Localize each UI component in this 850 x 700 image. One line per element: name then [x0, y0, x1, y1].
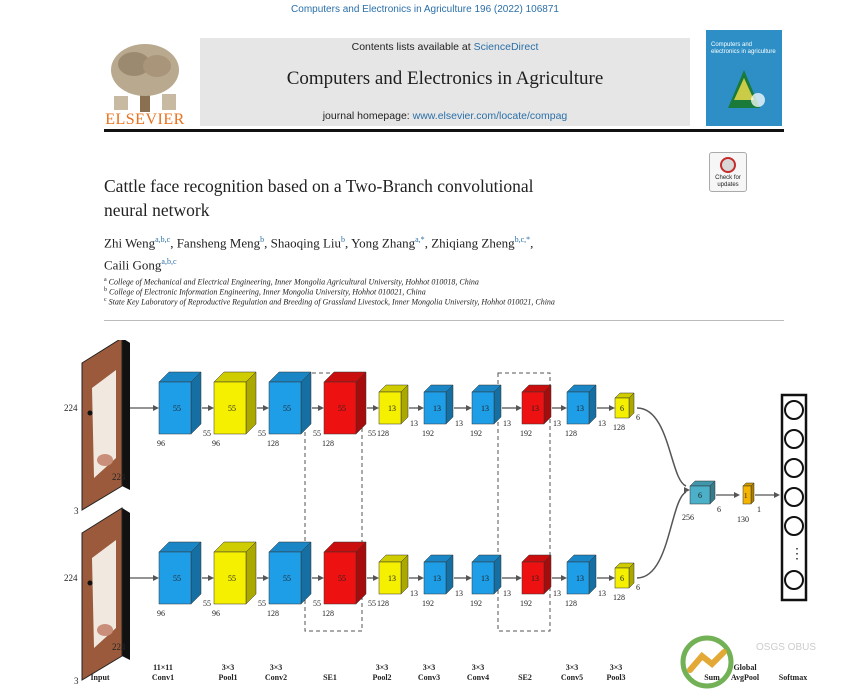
- block-channel-label: 96: [212, 439, 220, 448]
- pool-block: [615, 563, 634, 588]
- layer-kernel-label: 3×3: [565, 663, 579, 672]
- block-side-label: 55: [368, 599, 376, 608]
- block-channel-label: 128: [565, 599, 577, 608]
- fc-neuron: [785, 571, 803, 589]
- block-inner-label: 13: [481, 574, 489, 583]
- arrow-head: [263, 575, 269, 581]
- block-inner-label: 13: [433, 574, 441, 583]
- block-inner-label: 13: [576, 404, 584, 413]
- block-channel-label: 130: [737, 515, 749, 524]
- block-inner-label: 1: [744, 492, 748, 500]
- arrow-head: [466, 575, 472, 581]
- block-channel-label: 192: [520, 599, 532, 608]
- conv-block: [269, 372, 311, 434]
- block-side-label: 6: [717, 505, 721, 514]
- homepage-line: [200, 110, 690, 122]
- journal-header: [200, 38, 690, 126]
- layer-name-label: Input: [90, 673, 110, 682]
- paper-title: [104, 174, 624, 222]
- block-channel-label: 192: [520, 429, 532, 438]
- conv-block: [159, 372, 201, 434]
- header-rule: [104, 129, 784, 132]
- cover-artwork: [706, 30, 782, 126]
- layer-name-label: Pool1: [218, 673, 238, 682]
- publisher-name[interactable]: ELSEVIER: [105, 111, 185, 128]
- homepage-link[interactable]: www.elsevier.com/locate/compag: [412, 110, 568, 122]
- layer-name-label: SE1: [323, 673, 337, 682]
- block-inner-label: 13: [576, 574, 584, 583]
- layer-name-label: Pool3: [606, 673, 626, 682]
- block-side-label: 13: [455, 419, 463, 428]
- block-side-label: 13: [598, 589, 606, 598]
- arrow-head: [516, 405, 522, 411]
- input-width-label: 224: [112, 642, 126, 652]
- affiliation-text: College of Mechanical and Electrical Engineering, Inner Mongolia Agricultural University, Hohhot 010018, China: [108, 277, 479, 287]
- input-image-2: [82, 508, 130, 680]
- layer-name-label: AvgPool: [730, 673, 760, 682]
- input-channels-label: 3: [74, 676, 79, 686]
- author-separator: ,: [264, 235, 271, 251]
- block-inner-label: 6: [698, 491, 702, 500]
- fc-neuron: [785, 430, 803, 448]
- check-for-updates-button[interactable]: [709, 152, 747, 192]
- arrow-head: [561, 575, 567, 581]
- block-inner-label: 13: [433, 404, 441, 413]
- block-channel-label: 96: [157, 609, 165, 618]
- arrow-head: [318, 405, 324, 411]
- block-side-label: 13: [503, 419, 511, 428]
- arrow-head: [418, 575, 424, 581]
- block-inner-label: 13: [531, 574, 539, 583]
- homepage-prefix: journal homepage:: [322, 110, 413, 122]
- fc-neuron: [785, 459, 803, 477]
- author-name[interactable]: Zhi Weng: [104, 235, 156, 251]
- block-inner-label: 55: [173, 574, 181, 583]
- block-side-label: 13: [598, 419, 606, 428]
- block-channel-label: 128: [377, 599, 389, 608]
- author-affiliation-marks[interactable]: a,*: [415, 235, 425, 244]
- author-separator: ,: [424, 235, 432, 251]
- arrow-head: [561, 405, 567, 411]
- watermark-text: OSGS OBUS: [756, 642, 817, 653]
- block-channel-label: 192: [422, 429, 434, 438]
- layer-name-label: Conv4: [466, 673, 490, 682]
- block-channel-label: 128: [267, 439, 279, 448]
- arrow-head: [609, 575, 615, 581]
- layer-kernel-label: 3×3: [221, 663, 235, 672]
- block-side-label: 55: [258, 429, 266, 438]
- block-inner-label: 55: [283, 404, 291, 413]
- layer-name-label: SE2: [518, 673, 532, 682]
- layer-kernel-label: 3×3: [375, 663, 389, 672]
- arrow-head: [684, 487, 690, 493]
- contents-prefix: Contents lists available at: [351, 41, 474, 53]
- block-inner-label: 55: [338, 404, 346, 413]
- journal-cover-image[interactable]: [706, 30, 782, 126]
- block-channel-label: 128: [322, 609, 334, 618]
- journal-title: Computers and Electronics in Agriculture: [286, 68, 604, 89]
- arrow-head: [263, 405, 269, 411]
- author-name[interactable]: Yong Zhang: [351, 235, 416, 251]
- arrow-head: [318, 575, 324, 581]
- pool-block: [615, 393, 634, 418]
- sciencedirect-link[interactable]: ScienceDirect: [473, 41, 539, 53]
- affiliation-rule: [104, 320, 784, 321]
- block-channel-label: 128: [377, 429, 389, 438]
- contents-line: [200, 41, 690, 53]
- block-inner-label: 55: [173, 404, 181, 413]
- block-side-label: 6: [636, 413, 640, 422]
- block-inner-label: 13: [481, 404, 489, 413]
- layer-kernel-label: Global: [733, 663, 757, 672]
- affiliation-mark: b: [104, 287, 107, 293]
- arrow-head: [734, 492, 740, 498]
- block-channel-label: 96: [212, 609, 220, 618]
- layer-name-label: Softmax: [778, 673, 808, 682]
- block-side-label: 55: [203, 599, 211, 608]
- layer-name-label: Sum: [704, 673, 720, 682]
- affiliation-text: State Key Laboratory of Reproductive Regulation and Breeding of Grassland Livestock, Inner Mongolia University, Hohhot 010021, China: [108, 297, 555, 307]
- arrow-head: [774, 492, 780, 498]
- se-block: [324, 372, 366, 434]
- author-name[interactable]: Zhiqiang Zheng: [431, 235, 515, 251]
- merge-block: [690, 481, 715, 504]
- arrow-head: [516, 575, 522, 581]
- block-inner-label: 55: [228, 404, 236, 413]
- block-channel-label: 96: [157, 439, 165, 448]
- author-affiliation-marks[interactable]: b,c,*: [514, 235, 531, 244]
- conv-block: [269, 542, 311, 604]
- block-side-label: 55: [203, 429, 211, 438]
- block-inner-label: 55: [228, 574, 236, 583]
- block-channel-label: 256: [682, 513, 694, 522]
- fc-neuron: [785, 517, 803, 535]
- merge-connector-bottom: [637, 492, 686, 578]
- author-separator: ,: [170, 235, 177, 251]
- block-channel-label: 128: [322, 439, 334, 448]
- journal-reference[interactable]: Computers and Electronics in Agriculture 196 (2022) 106871: [291, 4, 559, 15]
- layer-name-label: Pool2: [372, 673, 392, 682]
- input-height-label: 224: [64, 403, 78, 413]
- block-channel-label: 128: [565, 429, 577, 438]
- layer-kernel-label: 3×3: [422, 663, 436, 672]
- se-block: [324, 542, 366, 604]
- check-updates-icon: [720, 157, 736, 173]
- author-affiliation-marks[interactable]: a,b,c: [155, 235, 171, 244]
- arrow-head: [418, 405, 424, 411]
- affiliation-c: [104, 297, 724, 307]
- author-list: [104, 230, 704, 275]
- fc-neuron: [785, 488, 803, 506]
- block-channel-label: 128: [613, 423, 625, 432]
- block-inner-label: 13: [388, 404, 396, 413]
- layer-name-label: Conv3: [417, 673, 441, 682]
- block-side-label: 13: [455, 589, 463, 598]
- block-side-label: 13: [503, 589, 511, 598]
- fc-neuron: [785, 401, 803, 419]
- cover-title: Computers and electronics in agriculture: [711, 42, 776, 55]
- fc-ellipsis: ⋮: [790, 547, 804, 562]
- input-width-label: 224: [112, 472, 126, 482]
- input-channels-label: 3: [74, 506, 79, 516]
- block-channel-label: 128: [613, 593, 625, 602]
- arrow-head: [373, 405, 379, 411]
- block-inner-label: 6: [620, 574, 624, 583]
- conv-block: [159, 542, 201, 604]
- arrow-head: [208, 575, 214, 581]
- block-inner-label: 13: [388, 574, 396, 583]
- block-inner-label: 55: [283, 574, 291, 583]
- block-side-label: 55: [313, 599, 321, 608]
- block-side-label: 13: [553, 589, 561, 598]
- affiliation-mark: a: [104, 277, 107, 283]
- block-channel-label: 128: [267, 609, 279, 618]
- arrow-head: [208, 405, 214, 411]
- layer-kernel-label: 3×3: [471, 663, 485, 672]
- layer-kernel-label: 3×3: [609, 663, 623, 672]
- block-side-label: 55: [258, 599, 266, 608]
- input-height-label: 224: [64, 573, 78, 583]
- affiliation-a: [104, 277, 724, 287]
- block-inner-label: 55: [338, 574, 346, 583]
- affiliation-text: College of Electronic Information Engineering, Inner Mongolia University, Hohhot 010021, China: [109, 287, 426, 297]
- pool-block: [214, 542, 256, 604]
- author-affiliation-marks[interactable]: b: [260, 235, 265, 244]
- watermark-logo: [676, 634, 738, 690]
- block-side-label: 13: [410, 589, 418, 598]
- block-channel-label: 192: [470, 429, 482, 438]
- affiliation-b: [104, 287, 724, 297]
- check-updates-label: Check for updates: [715, 175, 741, 188]
- author-affiliation-marks[interactable]: b: [341, 235, 346, 244]
- author-separator: ,: [345, 235, 352, 251]
- arrow-head: [153, 575, 159, 581]
- layer-name-label: Conv1: [151, 673, 175, 682]
- arrow-head: [609, 405, 615, 411]
- layer-kernel-label: 11×11: [153, 663, 173, 672]
- merge-connector-top: [637, 408, 686, 486]
- arrow-head: [373, 575, 379, 581]
- author-separator: ,: [530, 235, 534, 251]
- input-image-1: [82, 340, 130, 510]
- block-inner-label: 13: [531, 404, 539, 413]
- layer-name-label: Conv2: [264, 673, 288, 682]
- author-name[interactable]: Caili Gong: [104, 257, 162, 273]
- block-side-label: 55: [313, 429, 321, 438]
- author-name[interactable]: Fansheng Meng: [176, 235, 261, 251]
- block-side-label: 13: [553, 419, 561, 428]
- layer-name-label: Conv5: [560, 673, 584, 682]
- arrow-head: [153, 405, 159, 411]
- block-side-label: 55: [368, 429, 376, 438]
- layer-kernel-label: 3×3: [269, 663, 283, 672]
- block-inner-label: 6: [620, 404, 624, 413]
- paper-title-line-2: neural network: [104, 200, 210, 220]
- pool-block: [214, 372, 256, 434]
- block-side-label: 13: [410, 419, 418, 428]
- arrow-head: [466, 405, 472, 411]
- author-affiliation-marks[interactable]: a,b,c: [161, 257, 177, 267]
- block-channel-label: 192: [422, 599, 434, 608]
- block-side-label: 6: [636, 583, 640, 592]
- paper-title-line-1: Cattle face recognition based on a Two-Branch convolutional: [104, 176, 534, 196]
- block-channel-label: 192: [470, 599, 482, 608]
- author-name[interactable]: Shaoqing Liu: [270, 235, 342, 251]
- block-side-label: 1: [757, 505, 761, 514]
- affiliation-mark: c: [104, 297, 107, 303]
